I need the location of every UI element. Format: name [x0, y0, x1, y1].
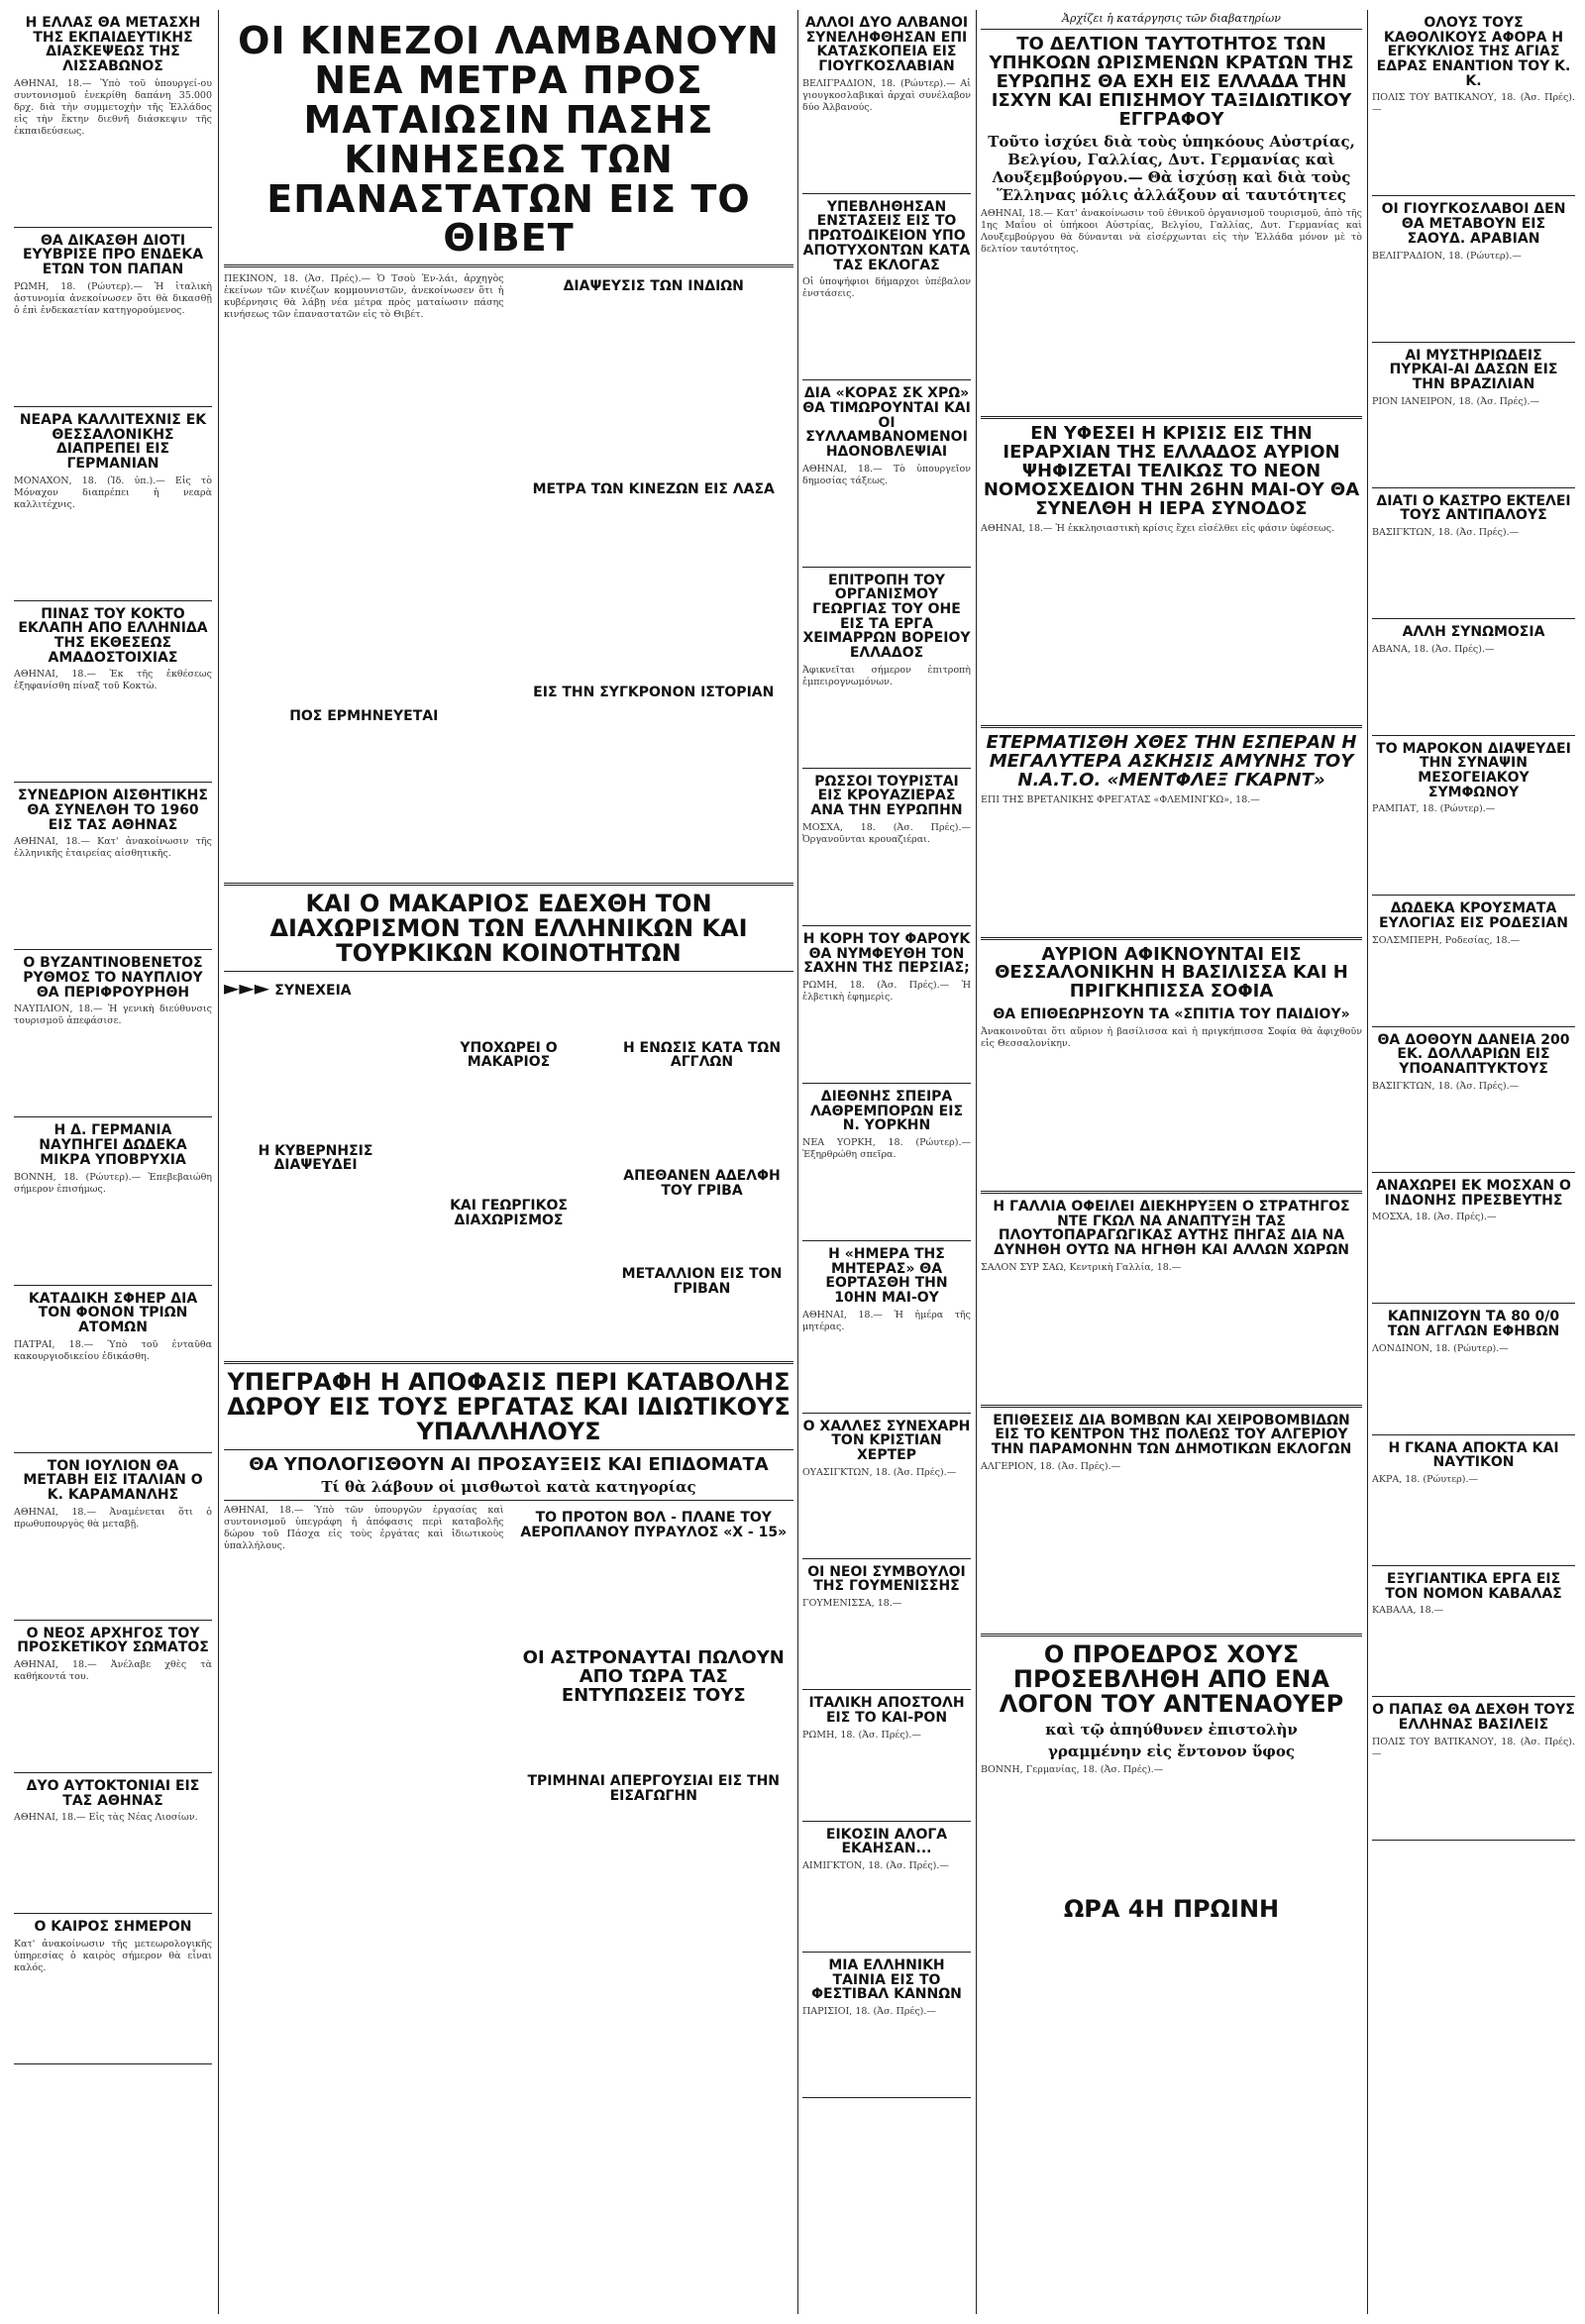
article-body: ΑΚΡΑ, 18. (Ρώυτερ).—	[1372, 1473, 1478, 1485]
hour-headline: ΩΡΑ 4Η ΠΡΩΙΝΗ	[1063, 1895, 1280, 1924]
article-headline: ΥΠΕΒΛΗΘΗΣΑΝ ΕΝΣΤΑΣΕΙΣ ΕΙΣ ΤΟ ΠΡΩΤΟΔΙΚΕΙΟΝ ΥΠΟ ΑΠΟΤΥΧΟΝΤΩΝ ΚΑΤΑ ΤΑΣ ΕΚΛΟΓΑΣ	[802, 198, 971, 273]
main-body: ΠΕΚΙΝΟΝ, 18. (Ἀσ. Πρές).— Ὁ Τσοὺ Ἐν-λάι, ἀρχηγὸς ἐκείνων τῶν κινέζων κομμουνιστῶν, ἀνεκοίνωσεν ὅτι ἡ κυβέρνησις θὰ λάβῃ νέα μέτρα πρὸς ματαίωσιν πάσης κινήσεως τῶν ἐπαναστατῶν εἰς τὸ Θιβέτ.	[224, 273, 504, 321]
column-rule	[797, 10, 798, 2314]
article-body: ΑΘΗΝΑΙ, 18.— Ὑπὸ τοῦ ὑπουργεί-ου συντονισμοῦ ἐνεκρίθη δαπάνη 35.000 δρχ. διὰ τὴν συμμετοχὴν τῆς Ἑλλάδος εἰς τὴν ἔκτην διεθνῆ διάσκεψιν τῆς ἐκπαιδεύσεως.	[14, 77, 212, 137]
article-headline: ΔΙΑΤΙ Ο ΚΑΣΤΡΟ ΕΚΤΕΛΕΙ ΤΟΥΣ ΑΝΤΙΠΑΛΟΥΣ	[1376, 492, 1571, 524]
article-headline: ΟΛΟΥΣ ΤΟΥΣ ΚΑΘΟΛΙΚΟΥΣ ΑΦΟΡΑ Η ΕΓΚΥΚΛΙΟΣ ΤΗΣ ΑΓΙΑΣ ΕΔΡΑΣ ΕΝΑΝΤΙΟΝ ΤΟΥ Κ. Κ.	[1376, 15, 1571, 89]
article-body: ΑΘΗΝΑΙ, 18.— Κατ' ἀνακοίνωσιν τῆς ἑλληνικῆς ἑταιρείας αἰσθητικῆς.	[14, 836, 212, 860]
queen-subheadline: ΘΑ ΕΠΙΘΕΩΡΗΣΟΥΝ ΤΑ «ΣΠΙΤΙΑ ΤΟΥ ΠΑΙΔΙΟΥ»	[993, 1006, 1350, 1023]
algeria-body: ΑΛΓΕΡΙΟΝ, 18. (Ἀσ. Πρές).—	[981, 1460, 1121, 1472]
article-headline: ΘΑ ΔΟΘΟΥΝ ΔΑΝΕΙΑ 200 ΕΚ. ΔΟΛΛΑΡΙΩΝ ΕΙΣ ΥΠΟΑΝΑΠΤΥΚΤΟΥΣ	[1377, 1031, 1570, 1078]
hierarchy-body: ΑΘΗΝΑΙ, 18.— Ἡ ἐκκλησιαστικὴ κρίσις ἔχει εἰσέλθει εἰς φάσιν ὑφέσεως.	[981, 522, 1335, 534]
article-body: ΡΙΟΝ ΙΑΝΕΙΡΟΝ, 18. (Ἀσ. Πρές).—	[1372, 395, 1539, 407]
article-headline: Ο ΠΑΠΑΣ ΘΑ ΔΕΧΘΗ ΤΟΥΣ ΕΛΛΗΝΑΣ ΒΑΣΙΛΕΙΣ	[1372, 1702, 1575, 1733]
far-right-column	[1372, 10, 1575, 2314]
article-body: ΚΑΒΑΛΑ, 18.—	[1372, 1605, 1444, 1617]
left-column	[14, 10, 212, 2314]
article-headline: ΕΠΙΤΡΟΠΗ ΤΟΥ ΟΡΓΑΝΙΣΜΟΥ ΓΕΩΡΓΙΑΣ ΤΟΥ ΟΗΕ ΕΙΣ ΤΑ ΕΡΓΑ ΧΕΙΜΑΡΡΩΝ ΒΟΡΕΙΟΥ ΕΛΛΑΔΟΣ	[802, 572, 971, 662]
nato-body: ΕΠΙ ΤΗΣ ΒΡΕΤΑΝΙΚΗΣ ΦΡΕΓΑΤΑΣ «ΦΛΕΜΙΝΓΚΩ», 18.—	[981, 793, 1260, 805]
article-body: ΡΩΜΗ, 18. (Ἀσ. Πρές).—	[802, 1729, 921, 1741]
article-headline: ΔΩΔΕΚΑ ΚΡΟΥΣΜΑΤΑ ΕΥΛΟΓΙΑΣ ΕΙΣ ΡΟΔΕΣΙΑΝ	[1379, 900, 1568, 932]
algeria-headline: ΕΠΙΘΕΣΕΙΣ ΔΙΑ ΒΟΜΒΩΝ ΚΑΙ ΧΕΙΡΟΒΟΜΒΙΔΩΝ ΕΙΣ ΤΟ ΚΕΝΤΡΟΝ ΤΗΣ ΠΟΛΕΩΣ ΤΟΥ ΑΛΓΕΡΙΟΥ ΤΗΝ ΠΑΡΑΜΟΝΗΝ ΤΩΝ ΔΗΜΟΤΙΚΩΝ ΕΚΛΟΓΩΝ	[991, 1412, 1352, 1458]
article-body: Κατ' ἀνακοίνωσιν τῆς μετεωρολογικῆς ὑπηρεσίας ὁ καιρὸς σήμερον θὰ εἶναι καλός.	[14, 1939, 212, 1974]
subhead: ΜΕΤΡΑ ΤΩΝ ΚΙΝΕΖΩΝ ΕΙΣ ΛΑΣΑ	[532, 481, 775, 498]
article-body: ΑΘΗΝΑΙ, 18.— Ἀνέλαβε χθὲς τὰ καθήκοντά του.	[14, 1659, 212, 1682]
arrows-icon: ►►►	[224, 975, 270, 1000]
subhead: ΚΑΙ ΓΕΩΡΓΙΚΟΣ ΔΙΑΧΩΡΙΣΜΟΣ	[450, 1197, 568, 1228]
column-rule	[218, 10, 219, 2314]
makarios-headline: ΚΑΙ Ο ΜΑΚΑΡΙΟΣ ΕΔΕΧΘΗ ΤΟΝ ΔΙΑΧΩΡΙΣΜΟΝ ΤΩΝ ΕΛΛΗΝΙΚΩΝ ΚΑΙ ΤΟΥΡΚΙΚΩΝ ΚΟΙΝΟΤΗΤΩΝ	[269, 890, 748, 968]
center-right-column	[802, 10, 971, 2314]
article-headline: ΔΥΟ ΑΥΤΟΚΤΟΝΙΑΙ ΕΙΣ ΤΑΣ ΑΘΗΝΑΣ	[26, 1778, 200, 1809]
article-body: ΒΟΝΝΗ, 18. (Ρώυτερ).— Ἐπεβεβαιώθη σήμερον ἐπισήμως.	[14, 1171, 212, 1195]
article-body: ΡΑΜΠΑΤ, 18. (Ρώυτερ).—	[1372, 803, 1496, 815]
article-body: ΜΟΣΧΑ, 18. (Ἀσ. Πρές).—	[1372, 1212, 1497, 1223]
article-headline: ΙΤΑΛΙΚΗ ΑΠΟΣΤΟΛΗ ΕΙΣ ΤΟ ΚΑΙ-ΡΟΝ	[808, 1695, 965, 1726]
article-headline: Ο ΝΕΟΣ ΑΡΧΗΓΟΣ ΤΟΥ ΠΡΟΣΚΕΤΙΚΟΥ ΣΩΜΑΤΟΣ	[17, 1625, 209, 1656]
khrushchev-deck-b: γραμμένην εἰς ἔντονον ὕφος	[1048, 1743, 1295, 1761]
article-body: ΠΑΤΡΑΙ, 18.— Ὑπὸ τοῦ ἐνταῦθα κακουργιοδικείου ἐδικάσθη.	[14, 1338, 212, 1362]
article-headline: ΟΙ ΝΕΟΙ ΣΥΜΒΟΥΛΟΙ ΤΗΣ ΓΟΥΜΕΝΙΣΣΗΣ	[807, 1563, 966, 1595]
id-card-headline: ΤΟ ΔΕΛΤΙΟΝ ΤΑΥΤΟΤΗΤΟΣ ΤΩΝ ΥΠΗΚΟΩΝ ΩΡΙΣΜΕΝΩΝ ΚΡΑΤΩΝ ΤΗΣ ΕΥΡΩΠΗΣ ΘΑ ΕΧΗ ΕΙΣ ΕΛΛΑΔΑ ΤΗΝ ΙΣΧΥΝ ΚΑΙ ΕΠΙΣΗΜΟΥ ΤΑΞΙΔΙΩΤΙΚΟΥ ΕΓΓΡΑΦΟΥ	[989, 34, 1354, 130]
article-headline: Ο ΒΥΖΑΝΤΙΝΟΒΕΝΕΤΟΣ ΡΥΘΜΟΣ ΤΟ ΝΑΥΠΛΙΟΥ ΘΑ ΠΕΡΙΦΡΟΥΡΗΘΗ	[23, 955, 203, 1001]
article-headline: ΡΩΣΣΟΙ ΤΟΥΡΙΣΤΑΙ ΕΙΣ ΚΡΟΥΑΖΙΕΡΑΣ ΑΝΑ ΤΗΝ ΕΥΡΩΠΗΝ	[810, 773, 963, 819]
article-body: Ἀφικνεῖται σήμερον ἐπιτροπὴ ἐμπειρογνωμόνων.	[802, 664, 971, 687]
article-body: ΡΩΜΗ, 18. (Ἀσ. Πρές).— Ἡ ἑλβετικὴ ἐφημερὶς.	[802, 979, 971, 1003]
right-column	[981, 10, 1362, 2314]
subhead: ΤΟ ΠΡΟΤΟΝ ΒΟΛ - ΠΛΑΝΕ ΤΟΥ ΑΕΡΟΠΛΑΝΟΥ ΠΥΡΑΥΛΟΣ «Χ - 15»	[520, 1510, 788, 1541]
subhead: Η ΚΥΒΕΡΝΗΣΙΣ ΔΙΑΨΕΥΔΕΙ	[258, 1142, 373, 1174]
article-body: ΠΑΡΙΣΙΟΙ, 18. (Ἀσ. Πρές).—	[802, 2005, 936, 2017]
column-rule	[1367, 10, 1368, 2314]
article-headline: Η «ΗΜΕΡΑ ΤΗΣ ΜΗΤΕΡΑΣ» ΘΑ ΕΟΡΤΑΣΘΗ ΤΗΝ 10ΗΝ ΜΑΙ-ΟΥ	[825, 1245, 948, 1306]
article-body: ΠΟΛΙΣ ΤΟΥ ΒΑΤΙΚΑΝΟΥ, 18. (Ἀσ. Πρές).—	[1372, 92, 1575, 116]
continued-label: ΣΥΝΕΧΕΙΑ	[274, 982, 352, 999]
article-headline: ΝΕΑΡΑ ΚΑΛΛΙΤΕΧΝΙΣ ΕΚ ΘΕΣΣΑΛΟΝΙΚΗΣ ΔΙΑΠΡΕΠΕΙ ΕΙΣ ΓΕΡΜΑΝΙΑΝ	[19, 411, 207, 472]
article-headline: Ο ΚΑΙΡΟΣ ΣΗΜΕΡΟΝ	[34, 1919, 192, 1936]
article-body: ΣΟΛΣΜΠΕΡΗ, Ροδεσίας, 18.—	[1372, 934, 1521, 946]
article-headline: ΜΙΑ ΕΛΛΗΝΙΚΗ ΤΑΙΝΙΑ ΕΙΣ ΤΟ ΦΕΣΤΙΒΑΛ ΚΑΝΝΩΝ	[811, 1956, 962, 2003]
article-headline: ΚΑΤΑΔΙΚΗ ΣΦΗΕΡ ΔΙΑ ΤΟΝ ΦΟΝΟΝ ΤΡΙΩΝ ΑΤΟΜΩΝ	[28, 1290, 198, 1335]
article-body: ΝΑΥΠΛΙΟΝ, 18.— Ἡ γενικὴ διεύθυνσις τουρισμοῦ ἀπεφάσισε.	[14, 1004, 212, 1027]
article-body: ΠΟΛΙΣ ΤΟΥ ΒΑΤΙΚΑΝΟΥ, 18. (Ἀσ. Πρές).—	[1372, 1736, 1575, 1759]
subhead: Η ΕΝΩΣΙΣ ΚΑΤΑ ΤΩΝ ΑΓΓΛΩΝ	[622, 1039, 782, 1071]
article-headline: ΑΙ ΜΥΣΤΗΡΙΩΔΕΙΣ ΠΥΡΚΑΙ-ΑΙ ΔΑΣΩΝ ΕΙΣ ΤΗΝ ΒΡΑΖΙΛΙΑΝ	[1389, 347, 1558, 392]
article-body: ΓΟΥΜΕΝΙΣΣΑ, 18.—	[802, 1598, 902, 1610]
queen-headline: ΑΥΡΙΟΝ ΑΦΙΚΝΟΥΝΤΑΙ ΕΙΣ ΘΕΣΣΑΛΟΝΙΚΗΝ Η ΒΑΣΙΛΙΣΣΑ ΚΑΙ Η ΠΡΙΓΚΗΠΙΣΣΑ ΣΟΦΙΑ	[995, 943, 1348, 1003]
hierarchy-headline: ΕΝ ΥΦΕΣΕΙ Η ΚΡΙΣΙΣ ΕΙΣ ΤΗΝ ΙΕΡΑΡΧΙΑΝ ΤΗΣ ΕΛΛΑΔΟΣ ΑΥΡΙΟΝ ΨΗΦΙΖΕΤΑΙ ΤΕΛΙΚΩΣ ΤΟ ΝΕΟΝ ΝΟΜΟΣΧΕΔΙΟΝ ΤΗΝ 26ΗΝ ΜΑΙ-ΟΥ ΘΑ ΣΥΝΕΛΘΗ Η ΙΕΡΑ ΣΥΝΟΔΟΣ	[983, 423, 1360, 520]
article-headline: Η ΕΛΛΑΣ ΘΑ ΜΕΤΑΣΧΗ ΤΗΣ ΕΚΠΑΙΔΕΥΤΙΚΗΣ ΔΙΑΣΚΕΨΕΩΣ ΤΗΣ ΛΙΣΣΑΒΩΝΟΣ	[25, 15, 201, 75]
article-headline: ΕΙΚΟΣΙΝ ΑΛΟΓΑ ΕΚΑΗΣΑΝ...	[825, 1826, 948, 1857]
subhead: ΜΕΤΑΛΛΙΟΝ ΕΙΣ ΤΟΝ ΓΡΙΒΑΝ	[621, 1266, 783, 1298]
article-headline: ΔΙΕΘΝΗΣ ΣΠΕΙΡΑ ΛΑΘΡΕΜΠΟΡΩΝ ΕΙΣ Ν. ΥΟΡΚΗΝ	[809, 1088, 964, 1134]
subhead: ΠΟΣ ΕΡΜΗΝΕΥΕΤΑΙ	[289, 708, 439, 725]
article-body: ΑΘΗΝΑΙ, 18.— Ἐκ τῆς ἐκθέσεως ἐξηφανίσθη πίναξ τοῦ Κοκτὼ.	[14, 669, 212, 692]
subhead: ΕΙΣ ΤΗΝ ΣΥΓΚΡΟΝΟΝ ΙΣΤΟΡΙΑΝ	[533, 684, 775, 700]
article-headline: ΤΟ ΜΑΡΟΚΟΝ ΔΙΑΨΕΥΔΕΙ ΤΗΝ ΣΥΝΑΨΙΝ ΜΕΣΟΓΕΙΑΚΟΥ ΣΥΜΦΩΝΟΥ	[1376, 740, 1571, 800]
doro-body: ΑΘΗΝΑΙ, 18.— Ὑπὸ τῶν ὑπουργῶν ἐργασίας καὶ συντονισμοῦ ὑπεγράφη ἡ ἀπόφασις περὶ καταβολῆς δώρου τοῦ Πάσχα εἰς τοὺς ἐργάτας καὶ ἰδιωτικοὺς ὑπαλλήλους.	[224, 1505, 504, 1552]
main-column	[224, 10, 793, 2314]
article-headline: ΟΙ ΓΙΟΥΓΚΟΣΛΑΒΟΙ ΔΕΝ ΘΑ ΜΕΤΑΒΟΥΝ ΕΙΣ ΣΑΟΥΔ. ΑΡΑΒΙΑΝ	[1381, 201, 1566, 247]
article-body: ΛΟΝΔΙΝΟΝ, 18. (Ρώυτερ).—	[1372, 1342, 1509, 1354]
makarios-story	[224, 976, 793, 1355]
khrushchev-deck-a: καὶ τῷ ἀπηύθυνεν ἐπιστολὴν	[1045, 1721, 1298, 1740]
subhead: ΤΡΙΜΗΝΑΙ ΑΠΕΡΓΟΥΣΙΑΙ ΕΙΣ ΤΗΝ ΕΙΣΑΓΩΓΗΝ	[527, 1773, 781, 1805]
article-body: ΒΕΛΙΓΡΑΔΙΟΝ, 18. (Ρώυτερ).— Αἱ γιουγκοσλαβικαὶ ἀρχαὶ συνέλαβον δύο Ἀλβανούς.	[802, 77, 971, 113]
article-body: ΑΙΜΙΓΚΤΟΝ, 18. (Ἀσ. Πρές).—	[802, 1859, 949, 1871]
article-body: ΒΑΣΙΓΚΤΩΝ, 18. (Ἀσ. Πρές).—	[1372, 526, 1520, 538]
column-rule	[976, 10, 977, 2314]
article-headline: Η ΓΚΑΝΑ ΑΠΟΚΤΑ ΚΑΙ ΝΑΥΤΙΚΟΝ	[1388, 1439, 1559, 1471]
queen-body: Ἀνακοινοῦται ὅτι αὔριον ἡ βασίλισσα καὶ ἡ πριγκήπισσα Σοφία θὰ ἀφιχθοῦν εἰς Θεσσαλονίκην.	[981, 1025, 1362, 1049]
article-body: ΒΑΣΙΓΚΤΩΝ, 18. (Ἀσ. Πρές).—	[1372, 1080, 1520, 1092]
id-card-body: ΑΘΗΝΑΙ, 18.— Κατ' ἀνακοίνωσιν τοῦ ἐθνικοῦ ὀργανισμοῦ τουρισμοῦ, ἀπὸ τῆς 1ης Μαΐου οἱ ὑπήκοοι Αὐστρίας, Βελγίου, Γαλλίας, Δυτ. Γερμανίας καὶ Λουξεμβούργου θὰ δύνανται νὰ εἰσέρχωνται εἰς τὴν Ἑλλάδα μόνον μὲ τὸ δελτίον ταυτότητος.	[981, 208, 1362, 256]
article-headline: ΘΑ ΔΙΚΑΣΘΗ ΔΙΟΤΙ ΕΥΥΒΡΙΣΕ ΠΡΟ ΕΝΔΕΚΑ ΕΤΩΝ ΤΟΝ ΠΑΠΑΝ	[22, 232, 204, 278]
degaulle-headline: Η ΓΑΛΛΙΑ ΟΦΕΙΛΕΙ ΔΙΕΚΗΡΥΞΕΝ Ο ΣΤΡΑΤΗΓΟΣ ΝΤΕ ΓΚΩΛ ΝΑ ΑΝΑΠΤΥΞΗ ΤΑΣ ΠΛΟΥΤΟΠΑΡΑΓΩΓΙΚΑΣ ΑΥΤΗΣ ΠΗΓΑΣ ΔΙΑ ΝΑ ΔΥΝΗΘΗ ΟΥΤΩ ΝΑ ΗΓΗΘΗ ΚΑΙ ΑΛΛΩΝ ΧΩΡΩΝ	[993, 1198, 1350, 1258]
article-body: ΜΟΣΧΑ, 18. (Ἀσ. Πρές).— Ὀργανοῦνται κρουαζιέραι.	[802, 821, 971, 845]
khrushchev-headline: Ο ΠΡΟΕΔΡΟΣ ΧΟΥΣ ΠΡΟΣΕΒΛΗΘΗ ΑΠΟ ΕΝΑ ΛΟΓΟΝ ΤΟΥ ΑΝΤΕΝΑΟΥΕΡ	[999, 1639, 1344, 1719]
article-body: ΑΘΗΝΑΙ, 18.— Τὸ ὑπουργεῖον δημοσίας τάξεως.	[802, 463, 971, 486]
khrushchev-body: ΒΟΝΝΗ, Γερμανίας, 18. (Ἀσ. Πρές).—	[981, 1764, 1164, 1776]
doro-story	[224, 1505, 793, 1807]
article-headline: Η Δ. ΓΕΡΜΑΝΙΑ ΝΑΥΠΗΓΕΙ ΔΩΔΕΚΑ ΜΙΚΡΑ ΥΠΟΒΡΥΧΙΑ	[39, 1122, 187, 1168]
article-body: ΝΕΑ ΥΟΡΚΗ, 18. (Ρώυτερ).— Ἐξηρθρώθη σπεῖρα.	[802, 1136, 971, 1160]
subhead: ΥΠΟΧΩΡΕΙ Ο ΜΑΚΑΡΙΟΣ	[460, 1039, 558, 1071]
article-headline: ΠΙΝΑΣ ΤΟΥ ΚΟΚΤΟ ΕΚΛΑΠΗ ΑΠΟ ΕΛΛΗΝΙΔΑ ΤΗΣ ΕΚΘΕΣΕΩΣ ΑΜΑΔΟΣΤΟΙΧΙΑΣ	[18, 605, 208, 666]
article-body: ΑΘΗΝΑΙ, 18.— Ἀναμένεται ὅτι ὁ πρωθυπουργὸς θὰ μεταβῇ.	[14, 1506, 212, 1530]
main-story	[224, 273, 793, 877]
article-headline: Η ΚΟΡΗ ΤΟΥ ΦΑΡΟΥΚ ΘΑ ΝΥΜΦΕΥΘΗ ΤΟΝ ΣΑΧΗΝ ΤΗΣ ΠΕΡΣΙΑΣ;	[802, 930, 971, 977]
article-body: ΡΩΜΗ, 18. (Ρώυτερ).— Ἡ ἰταλικὴ ἀστυνομία ἀνεκοίνωσεν ὅτι θὰ δικασθῇ ὁ ἐπὶ ἑνδεκαετίαν κατηγορούμενος.	[14, 280, 212, 316]
doro-headline: ΥΠΕΓΡΑΦΗ Η ΑΠΟΦΑΣΙΣ ΠΕΡΙ ΚΑΤΑΒΟΛΗΣ ΔΩΡΟΥ ΕΙΣ ΤΟΥΣ ΕΡΓΑΤΑΣ ΚΑΙ ΙΔΙΩΤΙΚΟΥΣ ΥΠΑΛΛΗΛΟΥΣ	[227, 1367, 791, 1446]
id-card-deck: Τοῦτο ἰσχύει διὰ τοὺς ὑπηκόους Αὐστρίας, Βελγίου, Γαλλίας, Δυτ. Γερμανίας καὶ Λουξεμβούργου.— Θὰ ἰσχύσῃ καὶ διὰ τοὺς Ἕλληνας μόλις ἀλλάξουν αἱ ταυτότητες	[988, 133, 1355, 205]
subhead: ΟΙ ΑΣΤΡΟΝΑΥΤΑΙ ΠΩΛΟΥΝ ΑΠΟ ΤΩΡΑ ΤΑΣ ΕΝΤΥΠΩΣΕΙΣ ΤΟΥΣ	[522, 1646, 785, 1706]
article-headline: ΣΥΝΕΔΡΙΟΝ ΑΙΣΘΗΤΙΚΗΣ ΘΑ ΣΥΝΕΛΘΗ ΤΟ 1960 ΕΙΣ ΤΑΣ ΑΘΗΝΑΣ	[18, 788, 208, 833]
article-headline: ΑΝΑΧΩΡΕΙ ΕΚ ΜΟΣΧΑΝ Ο ΙΝΔΟΝΗΣ ΠΡΕΣΒΕΥΤΗΣ	[1376, 1177, 1571, 1209]
article-body: ΑΘΗΝΑΙ, 18.— Εἰς τὰς Νέας Λιοσίων.	[14, 1812, 198, 1824]
article-body: ΜΟΝΑΧΟΝ, 18. (Ἰδ. ὑπ.).— Εἰς τὸ Μόναχον διαπρέπει ἡ νεαρὰ καλλιτέχνις.	[14, 475, 212, 510]
subhead: ΔΙΑΨΕΥΣΙΣ ΤΩΝ ΙΝΔΙΩΝ	[563, 278, 744, 295]
article-body: ΟΥΑΣΙΓΚΤΩΝ, 18. (Ἀσ. Πρές).—	[802, 1466, 957, 1478]
degaulle-body: ΣΑΛΟΝ ΣΥΡ ΣΑΩ, Κεντρικὴ Γαλλία, 18.—	[981, 1261, 1182, 1273]
subhead: ΑΠΕΘΑΝΕΝ ΑΔΕΛΦΗ ΤΟΥ ΓΡΙΒΑ	[623, 1167, 781, 1199]
doro-subheadline: ΘΑ ΥΠΟΛΟΓΙΣΘΟΥΝ ΑΙ ΠΡΟΣΑΥΞΕΙΣ ΚΑΙ ΕΠΙΔΟΜΑΤΑ	[249, 1453, 769, 1475]
article-headline: ΑΛΛΗ ΣΥΝΩΜΟΣΙΑ	[1402, 623, 1545, 640]
article-body: ΑΘΗΝΑΙ, 18.— Ἡ ἡμέρα τῆς μητέρας.	[802, 1309, 971, 1332]
article-headline: ΚΑΠΝΙΖΟΥΝ ΤΑ 80 0/0 ΤΩΝ ΑΓΓΛΩΝ ΕΦΗΒΩΝ	[1387, 1309, 1560, 1339]
doro-deck: Τί θὰ λάβουν οἱ μισθωτοὶ κατὰ κατηγορίας	[321, 1478, 696, 1497]
article-headline: ΕΞΥΓΙΑΝΤΙΚΑ ΕΡΓΑ ΕΙΣ ΤΟΝ ΝΟΜΟΝ ΚΑΒΑΛΑΣ	[1385, 1570, 1562, 1602]
kicker: Ἀρχίζει ἡ κατάργησις τῶν διαβατηρίων	[1062, 12, 1281, 25]
article-body: ΒΕΛΙΓΡΑΔΙΟΝ, 18. (Ρώυτερ).—	[1372, 250, 1522, 262]
article-body: Οἱ ὑποψήφιοι δήμαρχοι ὑπέβαλον ἐνστάσεις.	[802, 276, 971, 300]
article-headline: ΤΟΝ ΙΟΥΛΙΟΝ ΘΑ ΜΕΤΑΒΗ ΕΙΣ ΙΤΑΛΙΑΝ Ο Κ. ΚΑΡΑΜΑΝΛΗΣ	[23, 1457, 203, 1503]
article-headline: ΔΙΑ «ΚΟΡΑΣ ΣΚ ΧΡΩ» ΘΑ ΤΙΜΩΡΟΥΝΤΑΙ ΚΑΙ ΟΙ ΣΥΛΛΑΜΒΑΝΟΜΕΝΟΙ ΗΔΟΝΟΒΛΕΨΙΑΙ	[802, 385, 971, 460]
article-headline: Ο ΧΑΛΛΕΣ ΣΥΝΕΧΑΡΗ ΤΟΝ ΚΡΙΣΤΙΑΝ ΧΕΡΤΕΡ	[802, 1418, 971, 1464]
nato-headline: ΕΤΕΡΜΑΤΙΣΘΗ ΧΘΕΣ ΤΗΝ ΕΣΠΕΡΑΝ Η ΜΕΓΑΛΥΤΕΡΑ ΑΣΚΗΣΙΣ ΑΜΥΝΗΣ ΤΟΥ Ν.Α.Τ.Ο. «ΜΕΝΤΦΛΕΞ ΓΚΑΡΝΤ»	[986, 731, 1357, 791]
article-headline: ΑΛΛΟΙ ΔΥΟ ΑΛΒΑΝΟΙ ΣΥΝΕΛΗΦΘΗΣΑΝ ΕΠΙ ΚΑΤΑΣΚΟΠΕΙΑ ΕΙΣ ΓΙΟΥΓΚΟΣΛΑΒΙΑΝ	[804, 15, 969, 75]
article-body: ΑΒΑΝΑ, 18. (Ἀσ. Πρές).—	[1372, 643, 1495, 655]
main-headline: ΟΙ ΚΙΝΕΖΟΙ ΛΑΜΒΑΝΟΥΝ ΝΕΑ ΜΕΤΡΑ ΠΡΟΣ ΜΑΤΑΙΩΣΙΝ ΠΑΣΗΣ ΚΙΝΗΣΕΩΣ ΤΩΝ ΕΠΑΝΑΣΤΑΤΩΝ ΕΙΣ ΤΟ ΘΙΒΕΤ	[238, 19, 780, 261]
